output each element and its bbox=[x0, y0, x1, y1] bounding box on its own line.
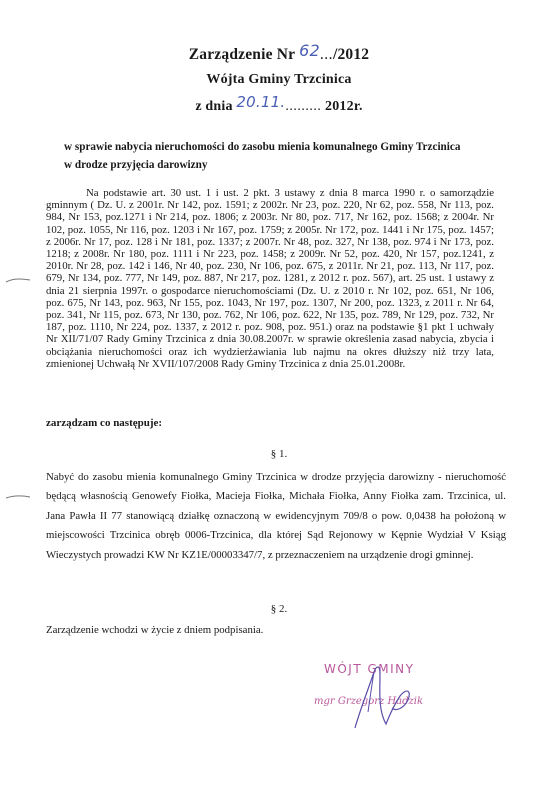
title-suffix: /2012 bbox=[332, 46, 370, 63]
section-2-text: Zarządzenie wchodzi w życie z dniem podpisania. bbox=[46, 624, 264, 636]
title-prefix: Zarządzenie Nr bbox=[188, 46, 295, 63]
margin-tick-icon bbox=[4, 276, 34, 286]
stamp-name: mgr Grzegorz Hadzik bbox=[314, 696, 424, 707]
document-title bbox=[0, 41, 558, 64]
title-dots: ... bbox=[319, 46, 333, 63]
date-prefix: z dnia bbox=[195, 99, 233, 114]
document-date bbox=[0, 93, 558, 115]
subject-line-2: w drodze przyjęcia darowizny bbox=[64, 159, 208, 171]
date-suffix: 2012r. bbox=[325, 99, 363, 114]
ordering-phrase: zarządzam co następuje: bbox=[46, 417, 163, 429]
handwritten-signature-icon bbox=[300, 650, 500, 730]
handwritten-number: 62 bbox=[299, 41, 320, 60]
margin-tick-icon bbox=[4, 492, 34, 502]
section-2-heading: § 2. bbox=[270, 603, 288, 615]
handwritten-date: 20.11. bbox=[236, 93, 286, 111]
document-issuer: Wójta Gminy Trzcinica bbox=[206, 72, 352, 87]
date-dots: ......... bbox=[285, 99, 322, 114]
official-stamp bbox=[300, 650, 500, 730]
legal-basis-paragraph: Na podstawie art. 30 ust. 1 i ust. 2 pkt. 3 ustawy z dnia 8 marca 1990 r. o samorządzie gminnym ( Dz. U. z 2001r. Nr 142, poz. 1591; z 2002r. Nr 23, poz. 220, Nr 62, poz. 558, Nr 113, poz. 984, Nr 153, poz.1271 i Nr 214, poz. 1806; z 2003r. Nr 80, poz. 717, Nr 162, poz. 1568; z 2004r. Nr 102, poz. 1055, Nr 116, poz. 1203 i Nr 167, poz. 1759; z 2005r. Nr 172, poz. 1441 i Nr 175, poz. 1457; z 2006r. Nr 17, poz. 128 i Nr 181, poz. 1337; z 2007r. Nr 48, poz. 327, Nr 138, poz. 974 i Nr 173, poz. 1218; z 2008r. Nr 180, poz. 1111 i Nr 223, poz. 1458; z 2009r. Nr 52, poz. 420, Nr 157, poz.1241, z 2010r. Nr 28, poz. 142 i 146, Nr 40, poz. 230, Nr 106, poz. 675, z 2011r. Nr 21, poz. 113, Nr 117, poz. 679, Nr 134, poz. 777, Nr 149, poz. 887, Nr 217, poz. 1281, z 2012 r. poz. 567), art. 25 ust. 1 ustawy z dnia 21 sierpnia 1997r. o gospodarce nieruchomościami (Dz. U. z 2010 r. Nr 102, poz. 651, Nr 106, poz. 675, Nr 143, poz. 963, Nr 155, poz. 1043, Nr 197, poz. 1307, Nr 200, poz. 1323, z 2011 r. Nr 64, poz. 341, Nr 115, poz. 673, Nr 130, poz. 762, Nr 106, poz. 622, Nr 135, poz. 789, Nr 129, poz. 732, Nr 187, poz. 1110, Nr 224, poz. 1337, z 2012 r. poz. 908, poz. 951.) oraz na podstawie §1 pkt 1 uchwały Nr XII/71/07 Rady Gminy Trzcinica z dnia 30.08.2007r. w sprawie określenia zasad nabycia, zbycia i obciążania nieruchomości oraz ich wydzierżawiania lub najmu na okres dłuższy niż trzy lata, zmienionej Uchwałą Nr XVII/107/2008 Rady Gminy Trzcinica z dnia 25.01.2008r. bbox=[46, 187, 494, 370]
section-1-text: Nabyć do zasobu mienia komunalnego Gminy Trzcinica w drodze przyjęcia darowizny - nieruchomość będącą własnością Genowefy Fiołka, Macieja Fiołka, Michała Fiołka, Anny Fiołka zam. Trzcinica, ul. Jana Pawła II 77 stanowiącą działkę oznaczoną w ewidencyjnym 709/8 o pow. 0,0438 ha położoną w miejscowości Trzcinica obręb 0006-Trzcinica, dla której Sąd Rejonowy w Kępnie Wydział V Ksiąg Wieczystych prowadzi KW Nr KZ1E/00003347/7, z przeznaczeniem na urządzenie drogi gminnej. bbox=[46, 471, 506, 561]
subject-line-1: w sprawie nabycia nieruchomości do zasobu mienia komunalnego Gminy Trzcinica bbox=[64, 141, 461, 153]
section-1-heading: § 1. bbox=[270, 448, 288, 460]
stamp-title: WÓJT GMINY bbox=[324, 662, 415, 676]
